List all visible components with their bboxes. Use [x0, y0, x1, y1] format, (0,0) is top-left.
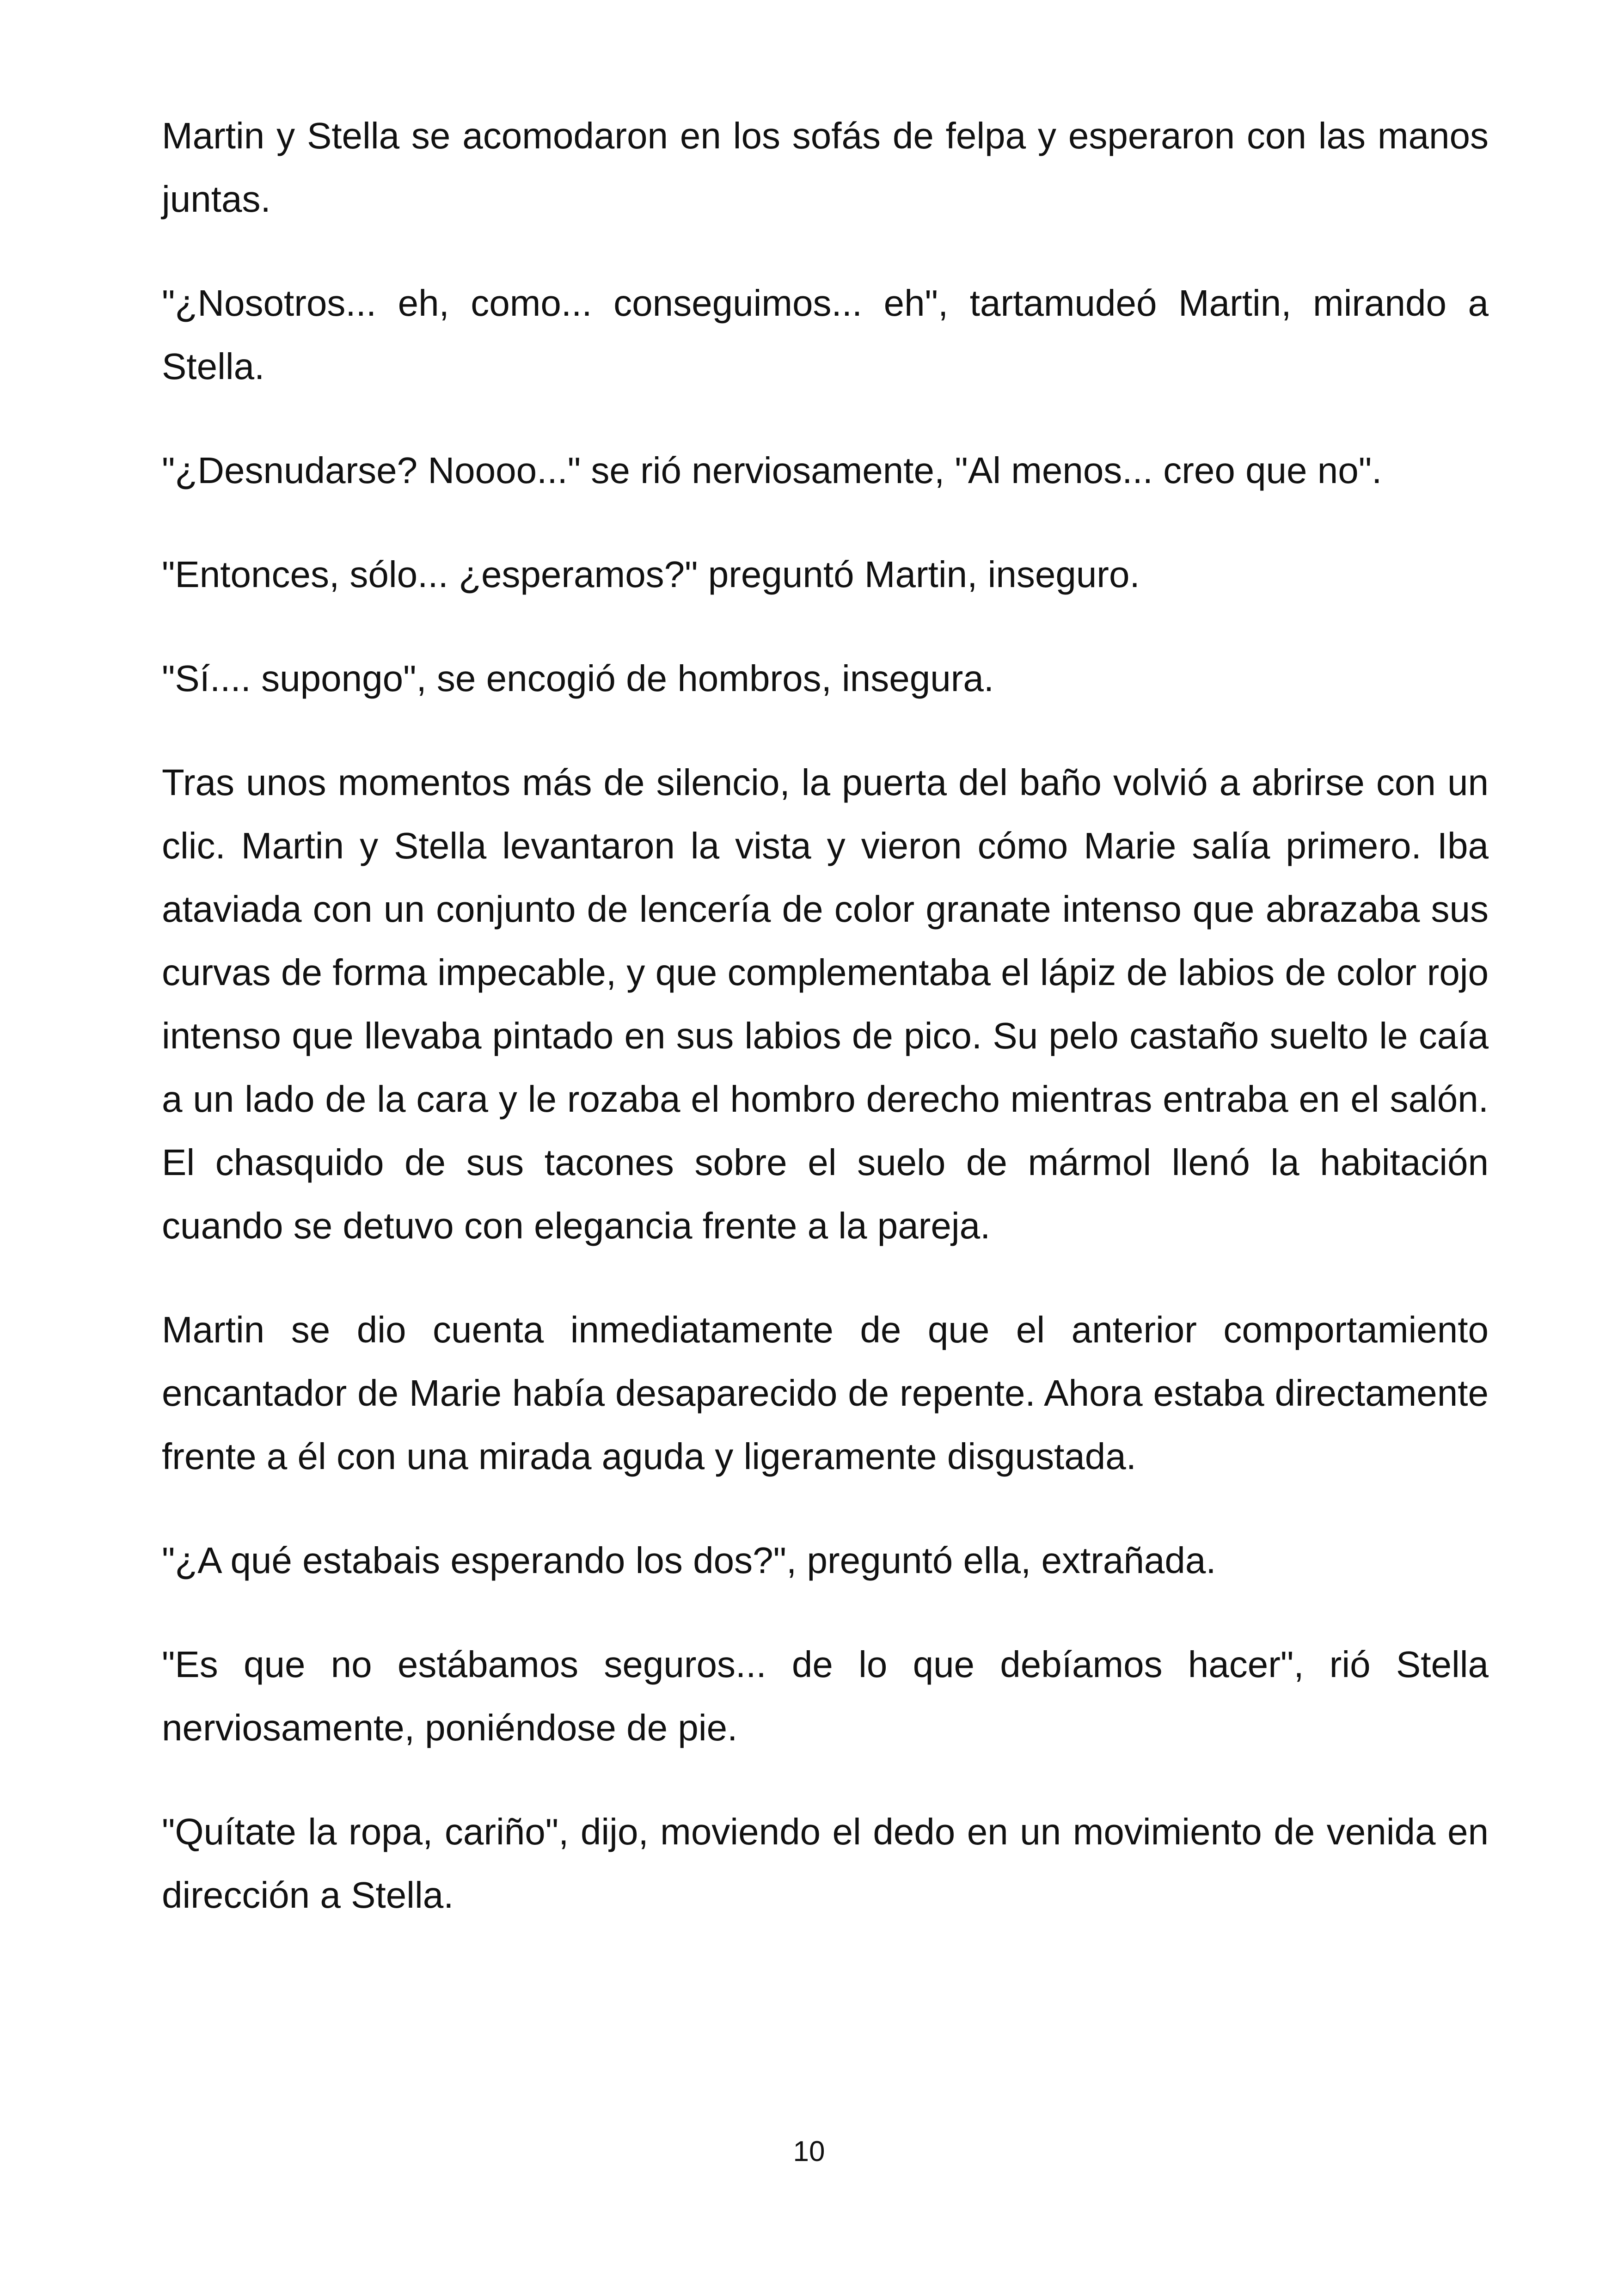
paragraph: "¿A qué estabais esperando los dos?", preguntó ella, extrañada.: [162, 1540, 1216, 1581]
paragraph: Martin se dio cuenta inmediatamente de que el anterior comportamiento encantador de Marie había desaparecido de repente. Ahora estaba directamente frente a él con una mirada aguda y ligeramente disgustada.: [162, 1309, 1489, 1477]
paragraph: "Entonces, sólo... ¿esperamos?" preguntó Martin, inseguro.: [162, 554, 1140, 595]
paragraph: "Es que no estábamos seguros... de lo que debíamos hacer", rió Stella nerviosamente, poniéndose de pie.: [162, 1644, 1489, 1748]
body-text: [162, 104, 1489, 1967]
paragraph: "Quítate la ropa, cariño", dijo, moviendo el dedo en un movimiento de venida en dirección a Stella.: [162, 1811, 1489, 1916]
paragraph: Tras unos momentos más de silencio, la puerta del baño volvió a abrirse con un clic. Martin y Stella levantaron la vista y vieron cómo Marie salía primero. Iba ataviada con un conjunto de lencería de color granate intenso que abrazaba sus curvas de forma impecable, y que complementaba el lápiz de labios de color rojo intenso que llevaba pintado en sus labios de pico. Su pelo castaño suelto le caía a un lado de la cara y le rozaba el hombro derecho mientras entraba en el salón. El chasquido de sus tacones sobre el suelo de mármol llenó la habitación cuando se detuvo con elegancia frente a la pareja.: [162, 762, 1489, 1246]
paragraph: "¿Nosotros... eh, como... conseguimos... eh", tartamudeó Martin, mirando a Stella.: [162, 282, 1489, 387]
paragraph: "Sí.... supongo", se encogió de hombros, insegura.: [162, 658, 994, 699]
paragraph: Martin y Stella se acomodaron en los sofás de felpa y esperaron con las manos juntas.: [162, 115, 1489, 220]
page-number: 10: [793, 2136, 825, 2167]
paragraph: "¿Desnudarse? Noooo..." se rió nerviosamente, "Al menos... creo que no".: [162, 450, 1382, 491]
